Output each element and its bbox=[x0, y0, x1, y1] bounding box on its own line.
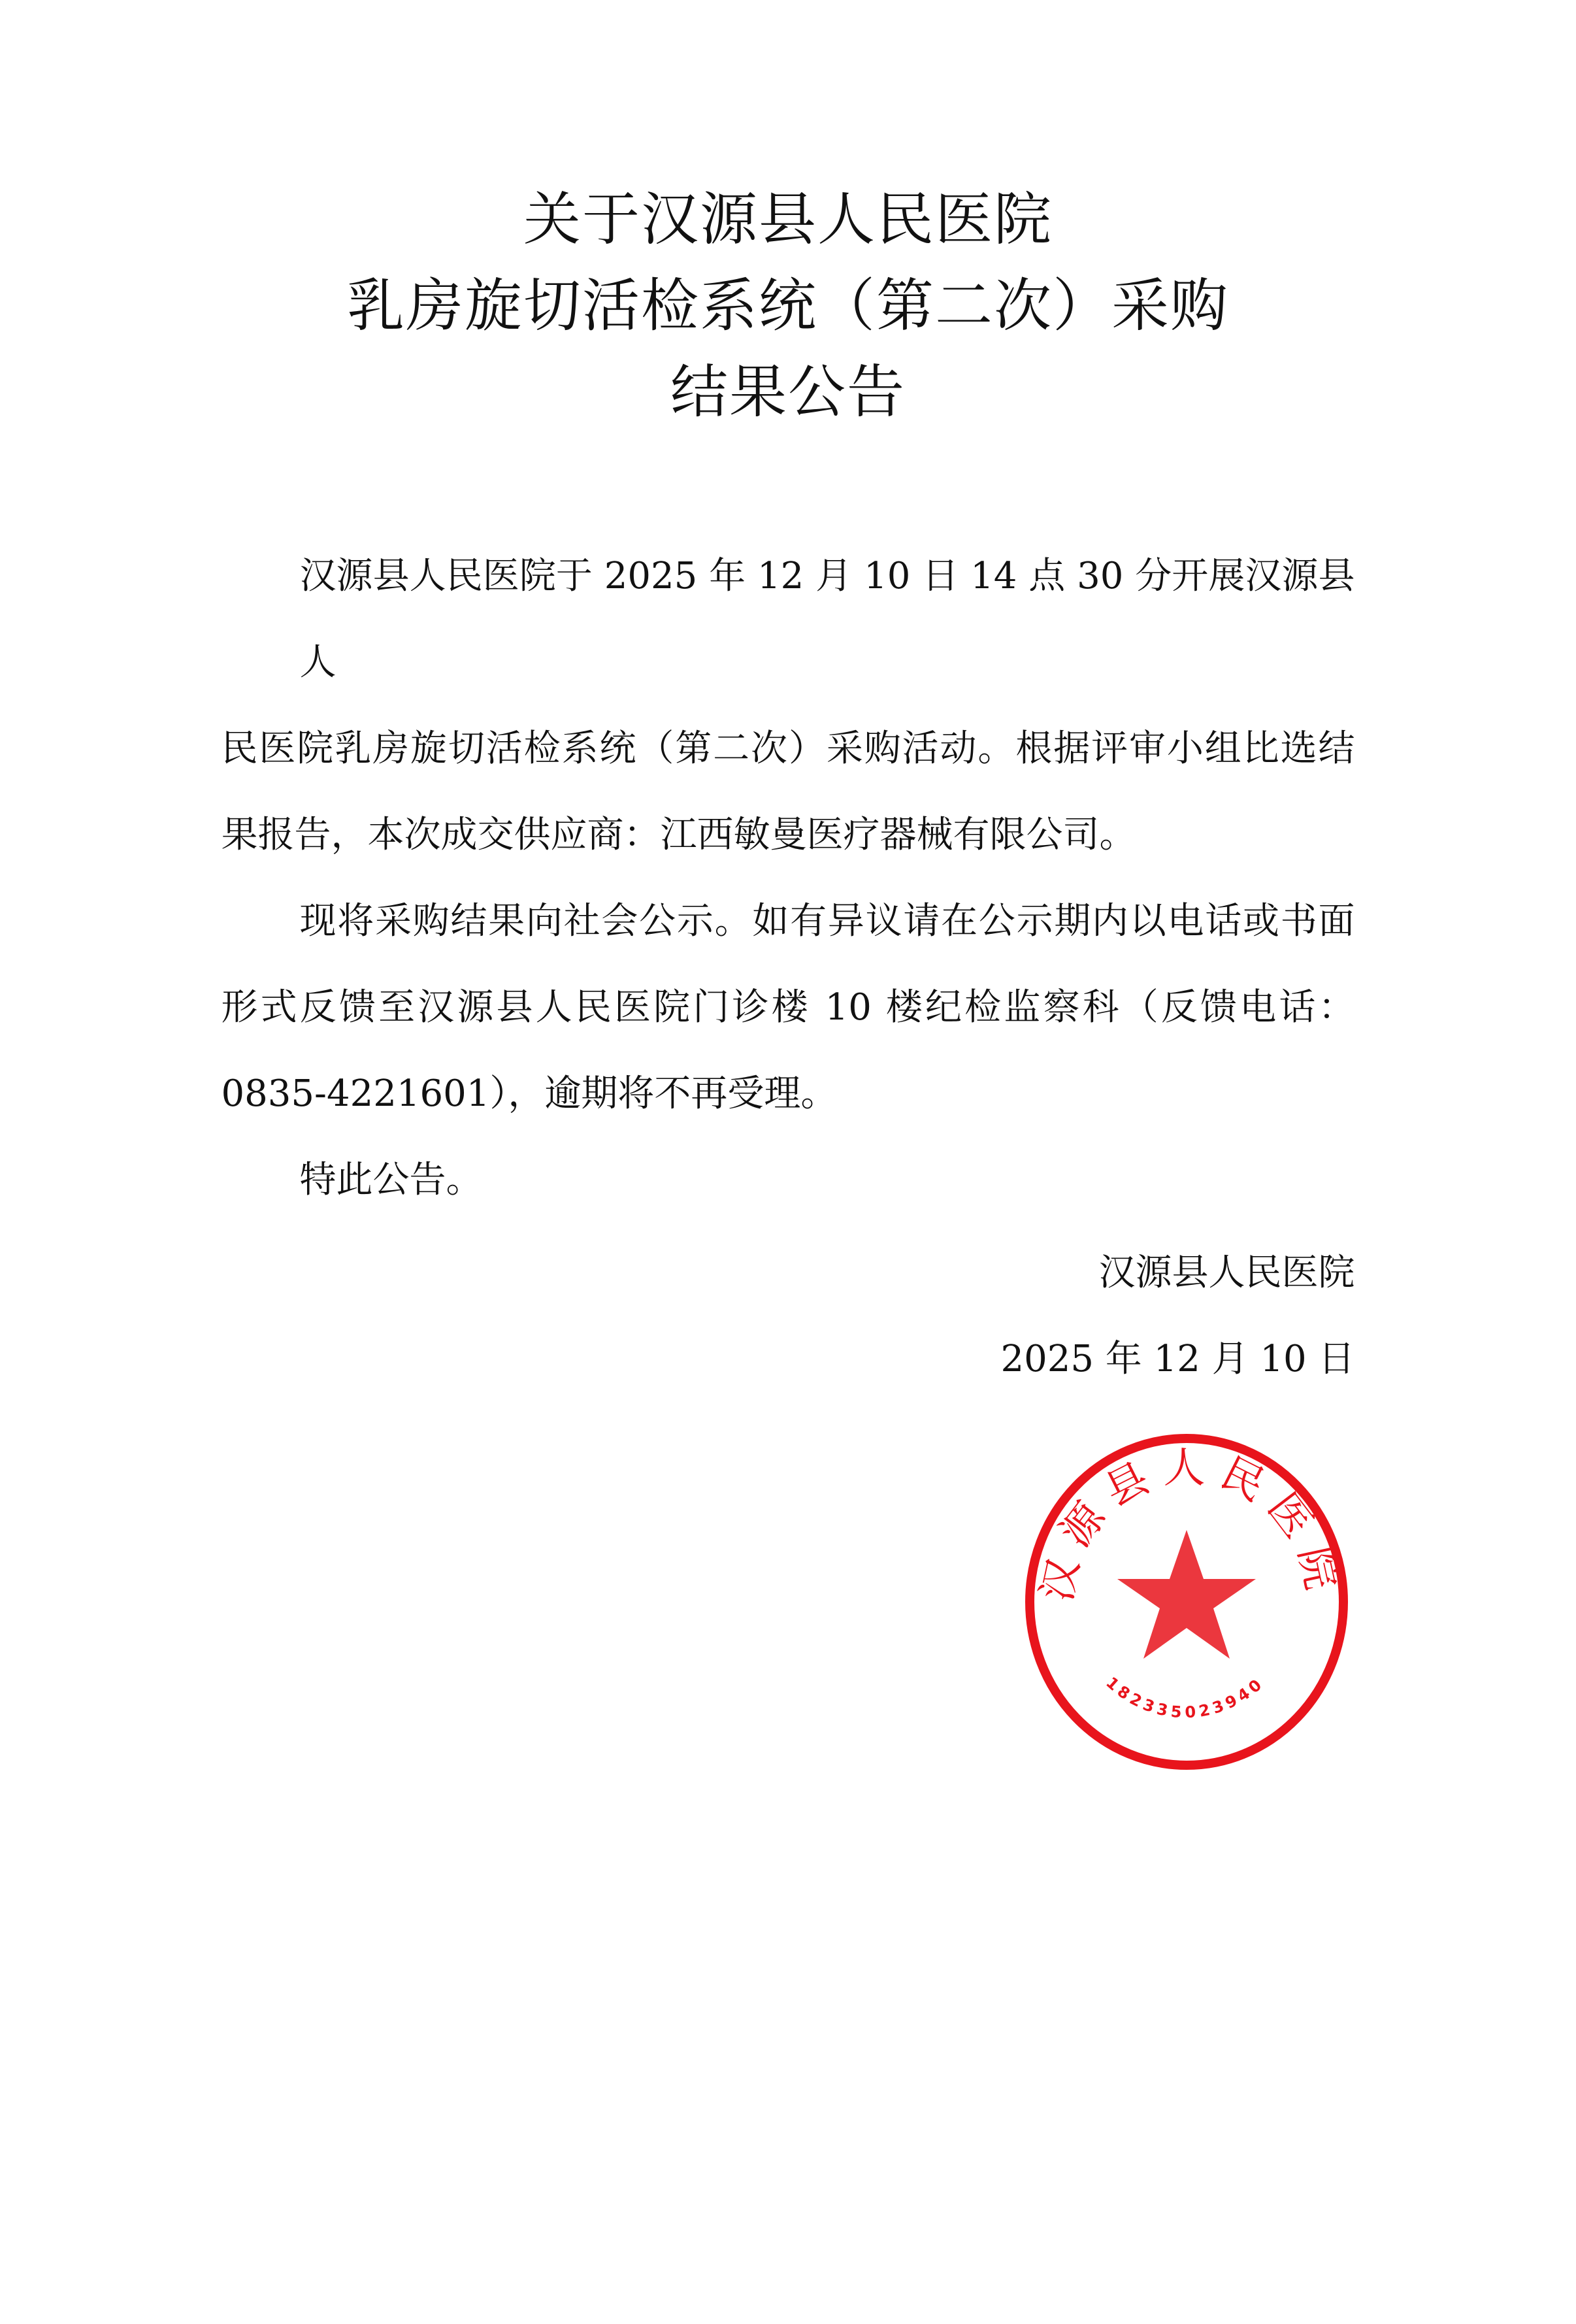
signature-block bbox=[222, 1230, 1355, 1403]
document-title bbox=[222, 176, 1355, 435]
title-line-3: 结果公告 bbox=[670, 358, 906, 425]
seal-code: 182335023940 bbox=[1102, 1673, 1268, 1722]
seal-text: 汉源县人民医院 bbox=[1032, 1444, 1348, 1606]
signature-date: 2025 年 12 月 10 日 bbox=[1000, 1338, 1355, 1380]
paragraph-2 bbox=[222, 878, 1355, 1137]
closing-statement: 特此公告。 bbox=[299, 1159, 483, 1201]
paragraph-line: 现将采购结果向社会公示。如有异议请在公示期内以电话或书面 bbox=[299, 900, 1355, 942]
title-line-1: 关于汉源县人民医院 bbox=[523, 186, 1053, 253]
document-page bbox=[222, 0, 1355, 1775]
paragraph-1 bbox=[222, 533, 1355, 878]
paragraph-line: 果报告，本次成交供应商：江西敏曼医疗器械有限公司。 bbox=[221, 814, 1136, 856]
paragraph-line: 形式反馈至汉源县人民医院门诊楼 10 楼纪检监察科（反馈电话： bbox=[221, 986, 1355, 1029]
signature-organization: 汉源县人民医院 bbox=[1098, 1252, 1355, 1294]
paragraph-line: 汉源县人民医院于 2025 年 12 月 10 日 14 点 30 分开展汉源县人 bbox=[299, 555, 1355, 684]
paragraph-line: 0835-4221601），逾期将不再受理。 bbox=[221, 1072, 838, 1115]
star-icon bbox=[1117, 1530, 1256, 1659]
seal-area bbox=[222, 1422, 1355, 1775]
paragraph-line: 民医院乳房旋切活检系统（第二次）采购活动。根据评审小组比选结 bbox=[221, 727, 1355, 770]
title-line-2: 乳房旋切活检系统（第二次）采购 bbox=[346, 272, 1229, 339]
official-seal bbox=[1015, 1422, 1355, 1775]
